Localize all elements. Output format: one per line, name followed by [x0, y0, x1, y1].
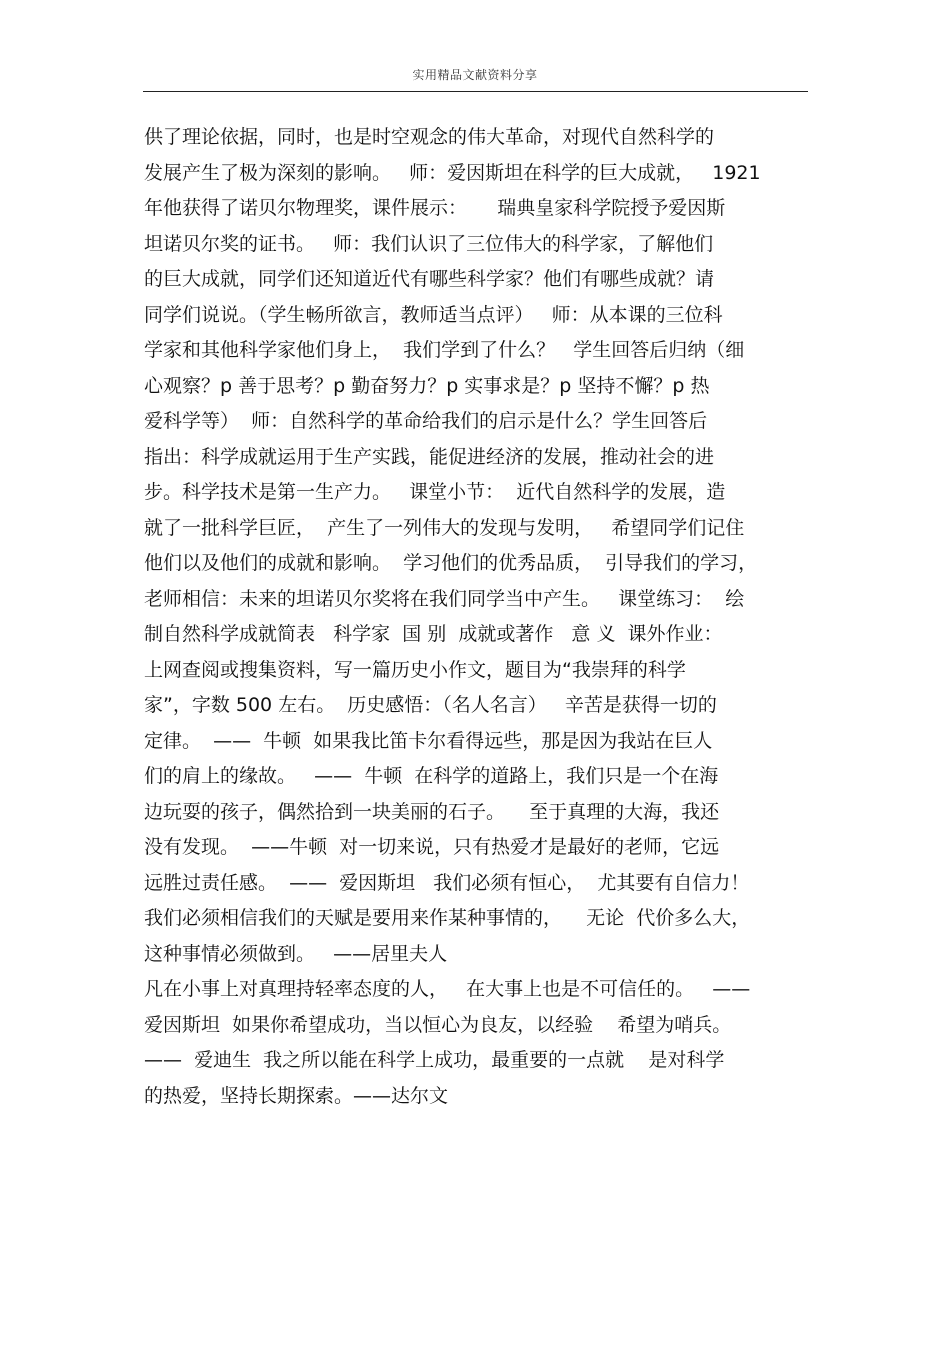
- text-line: 坦诺贝尔奖的证书。 师：我们认识了三位伟大的科学家，了解他们: [144, 232, 714, 255]
- text-line: 远胜过责任感。 —— 爱因斯坦 我们必须有恒心， 尤其要有自信力！: [144, 871, 750, 894]
- text-line: 边玩耍的孩子，偶然拾到一块美丽的石子。 至于真理的大海，我还: [144, 800, 720, 823]
- text-line: 年他获得了诺贝尔物理奖，课件展示： 瑞典皇家科学院授予爱因斯: [144, 197, 726, 219]
- text-line: 的巨大成就，同学们还知道近代有哪些科学家？他们有哪些成就？请: [144, 268, 715, 290]
- text-line: 家”，字数 500 左右。 历史感悟：（名人名言） 辛苦是获得一切的: [144, 694, 717, 716]
- text-line: 他们以及他们的成就和影响。 学习他们的优秀品质， 引导我们的学习，: [144, 552, 758, 574]
- header-divider: [143, 91, 808, 92]
- text-line: 这种事情必须做到。 ——居里夫人: [144, 942, 448, 965]
- text-line: 凡在小事上对真理持轻率态度的人， 在大事上也是不可信任的。 ——: [144, 978, 751, 1000]
- text-line: 发展产生了极为深刻的影响。 师：爱因斯坦在科学的巨大成就， 1921: [144, 161, 761, 184]
- text-line: 爱因斯坦 如果你希望成功，当以恒心为良友，以经验 希望为哨兵。: [144, 1013, 732, 1036]
- text-line: 同学们说说。（学生畅所欲言，教师适当点评） 师：从本课的三位科: [144, 303, 723, 326]
- text-line: 心观察？p 善于思考？p 勤奋努力？p 实事求是？p 坚持不懈？p 热: [144, 374, 710, 397]
- text-line: 制自然科学成就简表 科学家 国 别 成就或著作 意 义 课外作业：: [144, 623, 723, 645]
- text-line: 们的肩上的缘故。 —— 牛顿 在科学的道路上，我们只是一个在海: [144, 765, 719, 787]
- text-line: 定律。 —— 牛顿 如果我比笛卡尔看得远些，那是因为我站在巨人: [144, 729, 713, 752]
- text-line: 就了一批科学巨匠， 产生了一列伟大的发现与发明， 希望同学们记住: [144, 516, 745, 539]
- text-line: 上网查阅或搜集资料，写一篇历史小作文，题目为“我崇拜的科学: [144, 658, 686, 681]
- text-line: 学家和其他科学家他们身上， 我们学到了什么？ 学生回答后归纳（细: [144, 339, 745, 361]
- text-line: —— 爱迪生 我之所以能在科学上成功，最重要的一点就 是对科学: [144, 1049, 725, 1071]
- text-line: 供了理论依据，同时，也是时空观念的伟大革命，对现代自然科学的: [144, 126, 715, 148]
- document-body: [144, 120, 812, 1114]
- text-line: 的热爱，坚持长期探索。——达尔文: [144, 1084, 449, 1107]
- text-line: 我们必须相信我们的天赋是要用来作某种事情的， 无论 代价多么大，: [144, 907, 751, 929]
- text-line: 步。科学技术是第一生产力。 课堂小节： 近代自然科学的发展，造: [144, 481, 726, 503]
- page-header: 实用精品文献资料分享: [412, 68, 538, 82]
- text-line: 指出：科学成就运用于生产实践，能促进经济的发展，推动社会的进: [144, 445, 715, 468]
- text-line: 爱科学等） 师：自然科学的革命给我们的启示是什么？学生回答后: [144, 410, 708, 432]
- text-line: 老师相信：未来的坦诺贝尔奖将在我们同学当中产生。 课堂练习： 绘: [144, 587, 745, 610]
- text-line: 没有发现。 ——牛顿 对一切来说，只有热爱才是最好的老师，它远: [144, 836, 720, 858]
